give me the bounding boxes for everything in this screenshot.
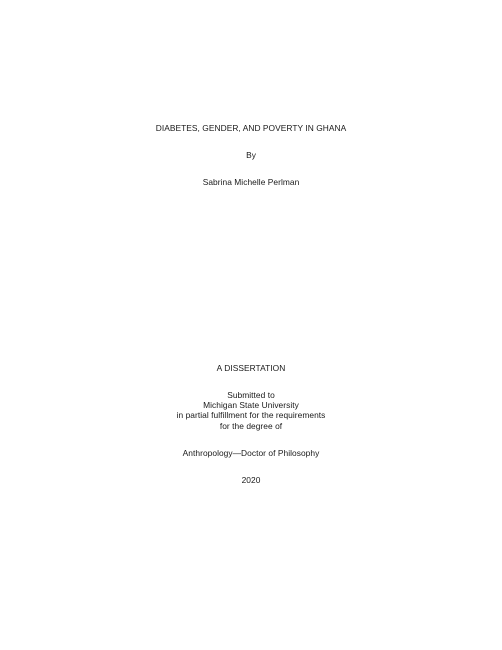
dissertation-title: DIABETES, GENDER, AND POVERTY IN GHANA xyxy=(155,123,347,133)
author-name: Sabrina Michelle Perlman xyxy=(202,177,300,187)
submitted-to-line: Submitted to xyxy=(227,390,275,400)
document-type: A DISSERTATION xyxy=(216,363,286,373)
degree-name: Anthropology—Doctor of Philosophy xyxy=(182,448,320,458)
by-label: By xyxy=(246,150,256,160)
requirements-line: in partial fulfillment for the requirements xyxy=(176,410,326,420)
year: 2020 xyxy=(241,475,261,485)
degree-of-line: for the degree of xyxy=(219,421,283,431)
institution-name: Michigan State University xyxy=(203,400,299,410)
